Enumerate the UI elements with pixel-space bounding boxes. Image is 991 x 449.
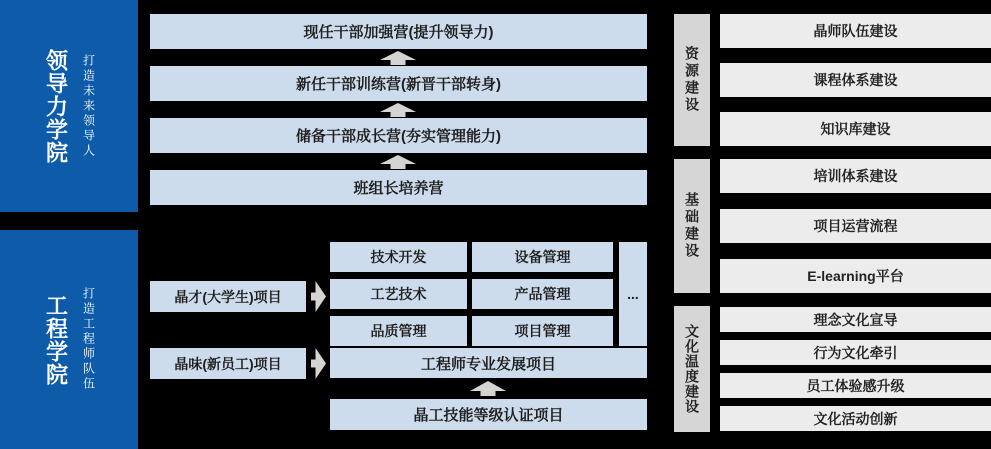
- up-arrow-icon: [470, 381, 506, 396]
- group-resource-label: [674, 14, 710, 146]
- right-arrow-icon: [311, 348, 326, 379]
- culture-item-box: 理念文化宣导: [720, 307, 991, 332]
- culture-item-box: 员工体验感升级: [720, 373, 991, 398]
- program-jingwei-box: 晶味(新员工)项目: [150, 348, 306, 379]
- leadership-academy-subtitle: 打造未来领导人: [81, 53, 96, 159]
- group-culture-label: [674, 306, 710, 432]
- engineering-academy-block: [0, 230, 138, 449]
- camp-reserve-cadre-bar: 储备干部成长营(夯实管理能力): [150, 118, 647, 153]
- domain-quality-box: 品质管理: [330, 316, 467, 346]
- up-arrow-icon: [380, 103, 416, 117]
- domain-product-box: 产品管理: [472, 279, 613, 309]
- leadership-academy-title: 领导力学院: [43, 48, 69, 164]
- engineering-academy-title: 工程学院: [43, 293, 69, 386]
- engineering-academy-subtitle: 打造工程师队伍: [81, 287, 96, 392]
- domain-tech-dev-box: 技术开发: [330, 242, 467, 272]
- domain-equipment-box: 设备管理: [472, 242, 613, 272]
- domain-project-box: 项目管理: [472, 316, 613, 346]
- infrastructure-item-box: 项目运营流程: [720, 209, 991, 243]
- infrastructure-item-box: E-learning平台: [720, 259, 991, 293]
- program-jingcai-box: 晶才(大学生)项目: [150, 281, 306, 312]
- domain-process-box: 工艺技术: [330, 279, 467, 309]
- culture-item-box: 文化活动创新: [720, 406, 991, 431]
- camp-new-cadre-bar: 新任干部训练营(新晋干部转身): [150, 66, 647, 101]
- right-arrow-icon: [311, 281, 326, 312]
- group-infrastructure-label-text: 基础建设: [684, 192, 700, 260]
- leadership-academy-block: [0, 0, 138, 212]
- resource-item-box: 知识库建设: [720, 112, 991, 146]
- culture-item-box: 行为文化牵引: [720, 340, 991, 365]
- up-arrow-icon: [380, 155, 416, 169]
- up-arrow-icon: [380, 51, 416, 65]
- group-resource-label-text: 资源建设: [684, 46, 700, 114]
- engineer-development-bar: 工程师专业发展项目: [330, 348, 647, 378]
- group-infrastructure-label: [674, 159, 710, 293]
- infrastructure-item-box: 培训体系建设: [720, 159, 991, 193]
- camp-current-cadre-bar: 现任干部加强营(提升领导力): [150, 14, 647, 49]
- resource-item-box: 晶师队伍建设: [720, 14, 991, 48]
- skill-certification-bar: 晶工技能等级认证项目: [330, 399, 647, 430]
- domain-more-box: ...: [619, 242, 647, 346]
- camp-team-leader-bar: 班组长培养营: [150, 170, 647, 205]
- resource-item-box: 课程体系建设: [720, 63, 991, 97]
- group-culture-label-text: 文化温度建设: [684, 324, 700, 414]
